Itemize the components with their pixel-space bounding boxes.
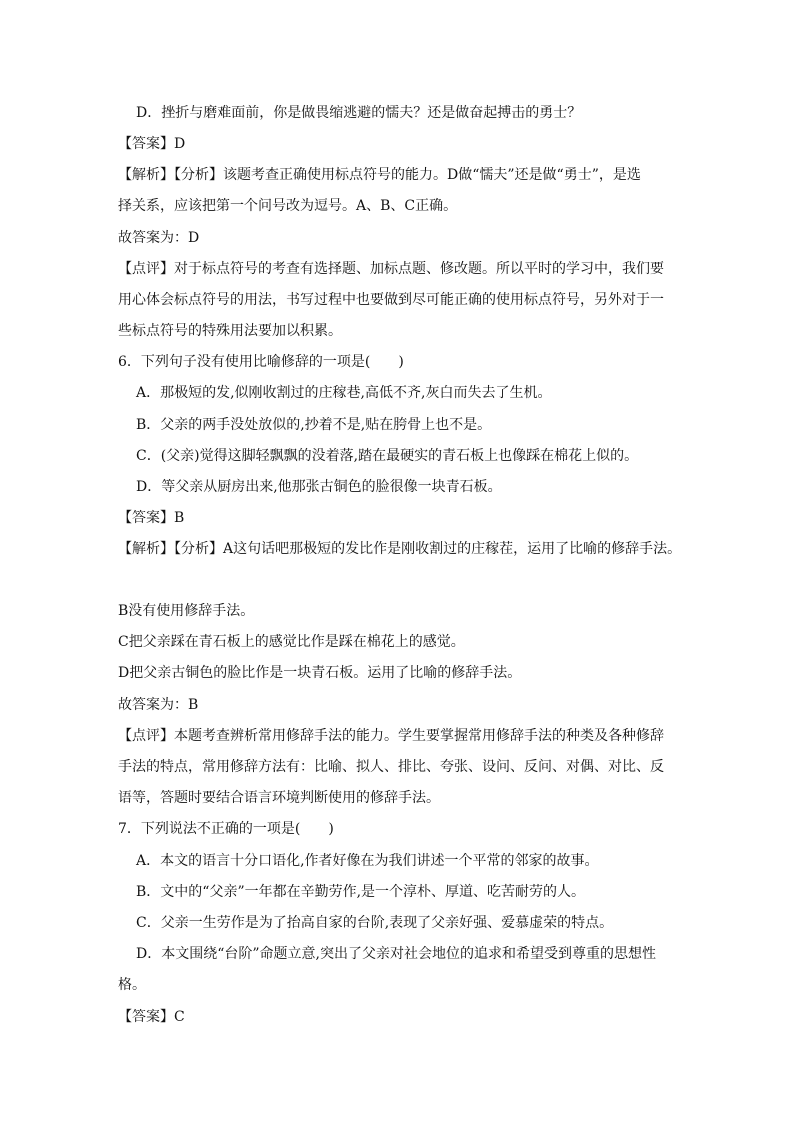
option-d-continued: 格。 xyxy=(118,977,146,993)
analysis-line: C把父亲踩在青石板上的感觉比作是踩在棉花上的感觉。 xyxy=(118,634,465,650)
analysis-line: B没有使用修辞手法。 xyxy=(118,603,255,619)
question-6: 6．下列句子没有使用比喻修辞的一项是( ) xyxy=(118,354,404,370)
option-a: A．那极短的发,似刚收割过的庄稼巷,高低不齐,灰白而失去了生机。 xyxy=(136,385,552,401)
final-answer: 故答案为：D xyxy=(118,230,200,246)
option-c: C．(父亲)觉得这脚轻飘飘的没着落,踏在最硬实的青石板上也像踩在棉花上似的。 xyxy=(136,448,639,464)
comment-line: 手法的特点，常用修辞方法有：比喻、拟人、排比、夸张、设问、反问、对偶、对比、反 xyxy=(118,759,664,775)
analysis-line: 【解析】【分析】该题考查正确使用标点符号的能力。D做“懦夫”还是做“勇士”，是选 xyxy=(118,167,641,183)
comment-line: 些标点符号的特殊用法要加以积累。 xyxy=(118,323,342,339)
comment-line: 用心体会标点符号的用法，书写过程中也要做到尽可能正确的使用标点符号，另外对于一 xyxy=(118,292,664,308)
analysis-line: D把父亲古铜色的脸比作是一块青石板。运用了比喻的修辞手法。 xyxy=(118,665,522,681)
option-c: C．父亲一生劳作是为了抬高自家的台阶,表现了父亲好强、爱慕虚荣的特点。 xyxy=(136,915,614,931)
option-b: B．文中的“父亲”一年都在辛勤劳作,是一个淳朴、厚道、吃苦耐劳的人。 xyxy=(136,884,586,900)
analysis-line: 择关系，应该把第一个问号改为逗号。A、B、C正确。 xyxy=(118,198,458,214)
option-d: D．等父亲从厨房出来,他那张古铜色的脸很像一块青石板。 xyxy=(136,479,502,495)
answer-label: 【答案】C xyxy=(118,1009,185,1025)
comment-line: 【点评】本题考查辨析常用修辞手法的能力。学生要掌握常用修辞手法的种类及各种修辞 xyxy=(118,728,664,744)
option-a: A．本文的语言十分口语化,作者好像在为我们讲述一个平常的邻家的故事。 xyxy=(136,853,599,869)
option-d-text: D．挫折与磨难面前，你是做畏缩逃避的懦夫？还是做奋起搏击的勇士？ xyxy=(136,105,582,121)
comment-line: 【点评】对于标点符号的考查有选择题、加标点题、修改题。所以平时的学习中，我们要 xyxy=(118,261,664,277)
answer-label: 【答案】D xyxy=(118,136,186,152)
question-7: 7．下列说法不正确的一项是( ) xyxy=(118,821,334,837)
comment-line: 语等，答题时要结合语言环境判断使用的修辞手法。 xyxy=(118,790,440,806)
final-answer: 故答案为：B xyxy=(118,697,199,713)
answer-label: 【答案】B xyxy=(118,510,185,526)
option-d: D．本文围绕“台阶”命题立意,突出了父亲对社会地位的追求和希望受到尊重的思想性 xyxy=(136,946,656,962)
option-b: B．父亲的两手没处放似的,抄着不是,贴在胯骨上也不是。 xyxy=(136,417,492,433)
analysis-line: 【解析】【分析】A这句话吧那极短的发比作是刚收割过的庄稼茬，运用了比喻的修辞手法。 xyxy=(118,541,682,557)
